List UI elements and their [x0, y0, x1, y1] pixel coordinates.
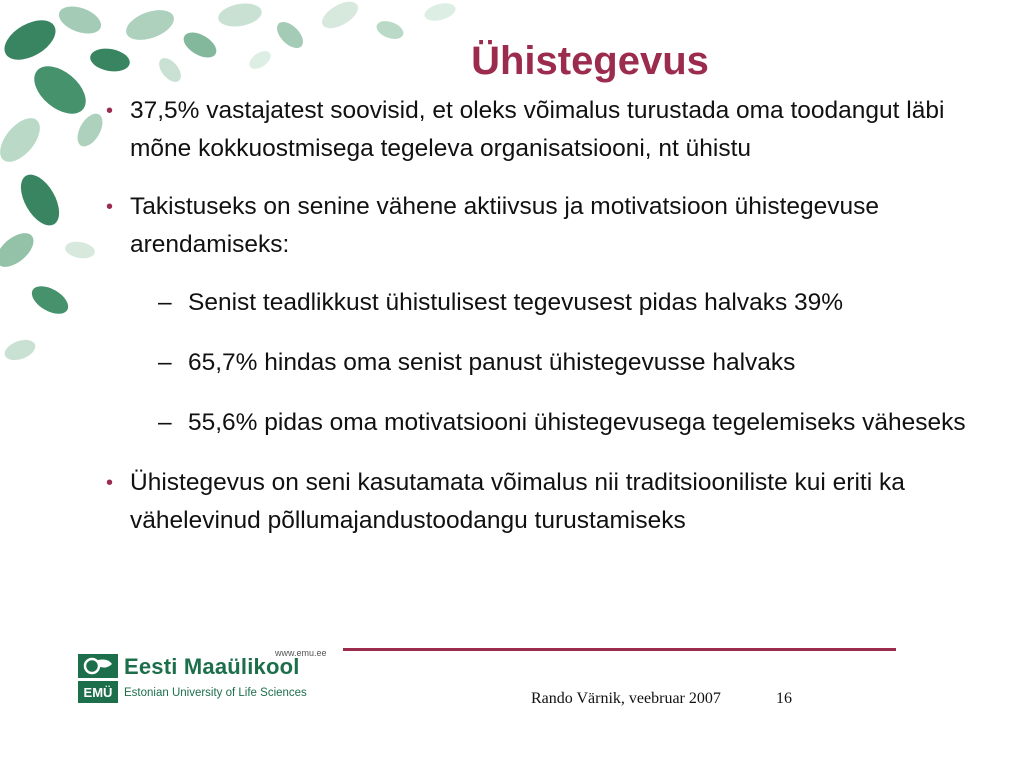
- sub-bullet-text: 55,6% pidas oma motivatsiooni ühistegevusega tegelemiseks väheseks: [188, 409, 966, 436]
- bullet-text: Takistuseks on senine vähene aktiivsus ja motivatsioon ühistegevuse arendamiseks:: [130, 193, 880, 258]
- logo-mark-text: EMÜ: [83, 685, 113, 700]
- bullet-icon: •: [106, 100, 114, 122]
- logo-url: www.emu.ee: [275, 648, 327, 658]
- footer-author-date: Rando Värnik, veebruar 2007: [531, 690, 721, 707]
- logo-name: Eesti Maaülikool: [124, 654, 300, 679]
- dash-icon: –: [158, 289, 172, 316]
- sub-bullet-item: [100, 284, 980, 322]
- bullet-item: [100, 92, 980, 168]
- sub-bullet-text: 65,7% hindas oma senist panust ühistegevusse halvaks: [188, 349, 796, 376]
- sub-bullet-item: [100, 344, 980, 382]
- bullet-text: Ühistegevus on seni kasutamata võimalus nii traditsiooniliste kui eriti ka vähelevinud põllumajandustoodangu turustamiseks: [130, 469, 905, 534]
- dash-icon: –: [158, 409, 172, 436]
- footer-divider: [343, 648, 896, 651]
- dash-icon: –: [158, 349, 172, 376]
- slide-content: [100, 92, 980, 560]
- page-number: 16: [776, 690, 792, 707]
- slide-title: Ühistegevus: [471, 39, 709, 83]
- sub-bullet-text: Senist teadlikkust ühistulisest tegevusest pidas halvaks 39%: [188, 289, 844, 316]
- bullet-item: [100, 464, 980, 540]
- bullet-icon: •: [106, 472, 114, 494]
- sub-bullet-item: [100, 404, 980, 442]
- logo-subtitle: Estonian University of Life Sciences: [124, 687, 307, 699]
- emu-logo-mark-icon: [78, 654, 118, 704]
- bullet-text: 37,5% vastajatest soovisid, et oleks võimalus turustada oma toodangut läbi mõne kokkuostmisega tegeleva organisatsiooni, nt ühistu: [130, 97, 945, 162]
- bullet-icon: •: [106, 196, 114, 218]
- bullet-item: [100, 188, 980, 264]
